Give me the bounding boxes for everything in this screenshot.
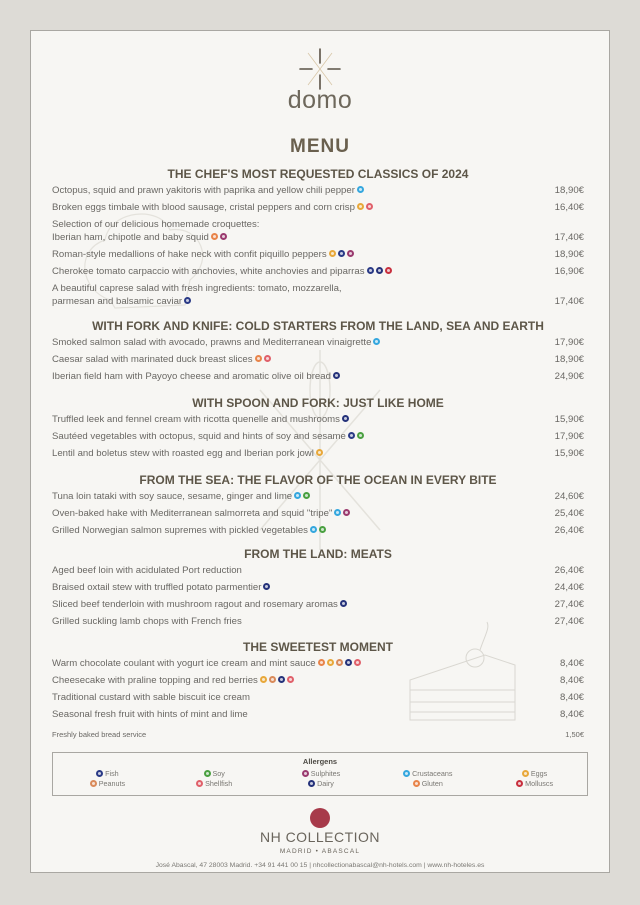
menu-item-label: Broken eggs timbale with blood sausage, cristal peppers and corn crisp [52, 202, 355, 213]
allergen-legend-sulphites [267, 769, 374, 778]
menu-item-name [52, 708, 248, 721]
allergen-label: Soy [212, 769, 225, 778]
bread-service [52, 730, 584, 739]
menu-item-label: Truffled leek and fennel cream with ricotta quenelle and mushrooms [52, 414, 340, 425]
menu-item-name [52, 218, 259, 244]
sulphites-allergen-icon [220, 233, 227, 240]
menu-item-label: Caesar salad with marinated duck breast slices [52, 354, 253, 365]
allergen-label: Eggs [530, 769, 548, 778]
allergen-legend-soy [160, 769, 267, 778]
allergen-legend-molluscs [480, 779, 587, 788]
dairy-allergen-icon [345, 659, 352, 666]
menu-item-price: 18,90€ [554, 354, 584, 365]
menu-item-price: 27,40€ [554, 599, 584, 610]
menu-item-name [52, 430, 364, 443]
menu-item-name [52, 184, 364, 197]
menu-item-price: 16,40€ [554, 202, 584, 213]
menu-item-label: Selection of our delicious homemade croquettes: Iberian ham, chipotle and baby squid [52, 219, 260, 243]
menu-item-label: Aged beef loin with acidulated Port reduction [52, 565, 242, 576]
menu-item-label: Grilled Norwegian salmon supremes with pickled vegetables [52, 525, 308, 536]
menu-item-label: Tuna loin tataki with soy sauce, sesame, ginger and lime [52, 491, 293, 502]
menu-item-label: Cheesecake with praline topping and red berries [52, 675, 258, 686]
allergen-legend-peanuts [53, 779, 160, 788]
menu-item-label: Cherokee tomato carpaccio with anchovies, white anchovies and piparras [52, 266, 365, 277]
menu-item-label: Traditional custard with sable biscuit ice cream [52, 692, 250, 703]
menu-item-name [52, 691, 250, 704]
shellfish-allergen-icon [354, 659, 361, 666]
section-title: FROM THE SEA: THE FLAVOR OF THE OCEAN IN EVERY BITE [139, 473, 497, 487]
menu-item-name [52, 657, 361, 670]
soy-allergen-icon [357, 432, 364, 439]
menu-item-name [52, 413, 349, 426]
menu-item [52, 689, 584, 706]
menu-item [52, 562, 584, 579]
eggs-allergen-icon [329, 250, 336, 257]
gluten-allergen-icon [255, 355, 262, 362]
section-title: WITH FORK AND KNIFE: COLD STARTERS FROM THE LAND, SEA AND EARTH [92, 319, 544, 333]
menu-item [52, 182, 584, 199]
menu-item [52, 428, 584, 445]
allergen-label: Molluscs [525, 779, 554, 788]
menu-item [52, 280, 584, 310]
fish-allergen-icon [338, 250, 345, 257]
menu-item-name [52, 447, 323, 460]
menu-item-label: Oven-baked hake with Mediterranean salmorreta and squid "tripe" [52, 508, 333, 519]
menu-item-price: 17,40€ [554, 296, 584, 307]
menu-item [52, 488, 584, 505]
menu-item [52, 706, 584, 723]
crustaceans-allergen-icon [310, 526, 317, 533]
dairy-allergen-icon [342, 415, 349, 422]
eggs-allergen-icon [327, 659, 334, 666]
soy-allergen-icon [319, 526, 326, 533]
menu-item-label: Grilled suckling lamb chops with French fries [52, 616, 242, 627]
menu-item [52, 411, 584, 428]
menu-item-price: 17,40€ [554, 232, 584, 243]
fish-allergen-icon [96, 770, 103, 777]
peanuts-allergen-icon [336, 659, 343, 666]
sulphites-allergen-icon [302, 770, 309, 777]
dairy-allergen-icon [278, 676, 285, 683]
menu-item [52, 351, 584, 368]
section-title: THE CHEF'S MOST REQUESTED CLASSICS OF 2024 [167, 167, 469, 181]
sulphites-allergen-icon [343, 509, 350, 516]
menu-section [52, 318, 584, 385]
molluscs-allergen-icon [385, 267, 392, 274]
menu-item-name [52, 353, 271, 366]
menu-title: MENU [290, 136, 350, 157]
menu-item [52, 199, 584, 216]
menu-item-price: 26,40€ [554, 565, 584, 576]
menu-item [52, 613, 584, 630]
allergens-legend [52, 752, 588, 796]
allergen-legend-fish [53, 769, 160, 778]
brand-name: domo [287, 86, 353, 114]
menu-item [52, 505, 584, 522]
shellfish-allergen-icon [287, 676, 294, 683]
dairy-allergen-icon [263, 583, 270, 590]
menu-item-label: Iberian field ham with Payoyo cheese and aromatic olive oil bread [52, 371, 331, 382]
menu-item-price: 24,40€ [554, 582, 584, 593]
menu-item-price: 27,40€ [554, 616, 584, 627]
menu-item [52, 522, 584, 539]
shellfish-allergen-icon [264, 355, 271, 362]
menu-item-name [52, 524, 326, 537]
allergen-label: Shellfish [205, 779, 233, 788]
section-title: WITH SPOON AND FORK: JUST LIKE HOME [192, 396, 444, 410]
menu-item [52, 334, 584, 351]
menu-item-label: Lentil and boletus stew with roasted egg and Iberian pork jowl [52, 448, 314, 459]
menu-item [52, 672, 584, 689]
eggs-allergen-icon [522, 770, 529, 777]
shellfish-allergen-icon [196, 780, 203, 787]
menu-item-name [52, 615, 242, 628]
menu-item-price: 24,90€ [554, 371, 584, 382]
allergen-legend-crustaceans [373, 769, 480, 778]
menu-item-price: 18,90€ [554, 249, 584, 260]
allergen-label: Gluten [421, 779, 443, 788]
allergen-label: Crustaceans [412, 769, 453, 778]
gluten-allergen-icon [318, 659, 325, 666]
menu-item-price: 8,40€ [559, 658, 584, 669]
menu-item [52, 655, 584, 672]
menu-item-price: 15,90€ [554, 414, 584, 425]
menu-item-label: A beautiful caprese salad with fresh ingredients: tomato, mozzarella, parmesan and balsamic caviar [52, 283, 342, 307]
menu-item [52, 246, 584, 263]
hotel-name: NH COLLECTION [259, 829, 381, 845]
menu-item-name [52, 674, 294, 687]
menu-item-name [52, 507, 350, 520]
menu-item-price: 16,90€ [554, 266, 584, 277]
dairy-allergen-icon [333, 372, 340, 379]
shellfish-allergen-icon [366, 203, 373, 210]
menu-item-price: 18,90€ [554, 185, 584, 196]
allergens-title: Allergens [302, 757, 338, 766]
crustaceans-allergen-icon [294, 492, 301, 499]
gluten-allergen-icon [413, 780, 420, 787]
menu-section [52, 546, 584, 630]
menu-item-price: 25,40€ [554, 508, 584, 519]
menu-item-label: Braised oxtail stew with truffled potato parmentier [52, 582, 262, 593]
crustaceans-allergen-icon [403, 770, 410, 777]
menu-item-price: 8,40€ [559, 709, 584, 720]
menu-item-label: Sautéed vegetables with octopus, squid and hints of soy and sesame [52, 431, 346, 442]
menu-item-label: Roman-style medallions of hake neck with confit piquillo peppers [52, 249, 327, 260]
molluscs-allergen-icon [516, 780, 523, 787]
menu-item [52, 216, 584, 246]
soy-allergen-icon [204, 770, 211, 777]
menu-section [52, 639, 584, 723]
eggs-allergen-icon [357, 203, 364, 210]
hotel-address: José Abascal, 47 28003 Madrid. +34 91 441 00 15 | nhcollectionabascal@nh-hotels.com | www.nh-hoteles.es [155, 862, 485, 869]
menu-item-price: 8,40€ [559, 675, 584, 686]
allergen-label: Sulphites [310, 769, 341, 778]
menu-item-name [52, 248, 354, 261]
menu-item [52, 445, 584, 462]
allergen-legend-gluten [373, 779, 480, 788]
menu-item-name [52, 201, 373, 214]
menu-item [52, 263, 584, 280]
menu-item [52, 596, 584, 613]
menu-item-name [52, 598, 347, 611]
menu-section [52, 395, 584, 462]
crustaceans-allergen-icon [357, 186, 364, 193]
allergen-legend-eggs [480, 769, 587, 778]
hotel-location: MADRID • ABASCAL [279, 848, 361, 855]
menu-item-name [52, 490, 310, 503]
peanuts-allergen-icon [269, 676, 276, 683]
allergen-label: Dairy [317, 779, 334, 788]
dairy-allergen-icon [340, 600, 347, 607]
menu-item-name [52, 370, 340, 383]
bread-price: 1,50€ [565, 730, 584, 739]
eggs-allergen-icon [260, 676, 267, 683]
menu-item-name [52, 265, 392, 278]
domo-logo-icon [290, 47, 350, 91]
menu-item-label: Smoked salmon salad with avocado, prawns and Mediterranean vinaigrette [52, 337, 372, 348]
allergen-legend-shellfish [160, 779, 267, 788]
menu-item-price: 17,90€ [554, 431, 584, 442]
bread-name: Freshly baked bread service [52, 730, 147, 739]
menu-item-price: 15,90€ [554, 448, 584, 459]
fish-allergen-icon [367, 267, 374, 274]
menu-item-label: Seasonal fresh fruit with hints of mint and lime [52, 709, 248, 720]
menu-item-label: Sliced beef tenderloin with mushroom ragout and rosemary aromas [52, 599, 338, 610]
allergen-label: Peanuts [98, 779, 126, 788]
menu-item [52, 368, 584, 385]
dairy-allergen-icon [308, 780, 315, 787]
allergen-label: Fish [105, 769, 119, 778]
crustaceans-allergen-icon [373, 338, 380, 345]
dairy-allergen-icon [376, 267, 383, 274]
menu-item-price: 26,40€ [554, 525, 584, 536]
menu-item-name [52, 581, 270, 594]
menu-section [52, 166, 584, 310]
section-title: THE SWEETEST MOMENT [243, 640, 393, 654]
menu-section [52, 472, 584, 539]
eggs-allergen-icon [316, 449, 323, 456]
menu-item [52, 579, 584, 596]
menu-item-label: Octopus, squid and prawn yakitoris with paprika and yellow chili pepper [52, 185, 355, 196]
menu-item-price: 17,90€ [554, 337, 584, 348]
soy-allergen-icon [303, 492, 310, 499]
fish-allergen-icon [348, 432, 355, 439]
crustaceans-allergen-icon [334, 509, 341, 516]
section-title: FROM THE LAND: MEATS [244, 547, 392, 561]
sulphites-allergen-icon [347, 250, 354, 257]
gluten-allergen-icon [211, 233, 218, 240]
peanuts-allergen-icon [90, 780, 97, 787]
nh-collection-logo-icon [310, 808, 330, 828]
menu-item-name [52, 336, 380, 349]
menu-item-price: 24,60€ [554, 491, 584, 502]
menu-item-price: 8,40€ [559, 692, 584, 703]
menu-item-name [52, 282, 342, 308]
menu-item-name [52, 564, 242, 577]
menu-item-label: Warm chocolate coulant with yogurt ice cream and mint sauce [52, 658, 316, 669]
allergen-legend-dairy [267, 779, 374, 788]
fish-allergen-icon [184, 297, 191, 304]
